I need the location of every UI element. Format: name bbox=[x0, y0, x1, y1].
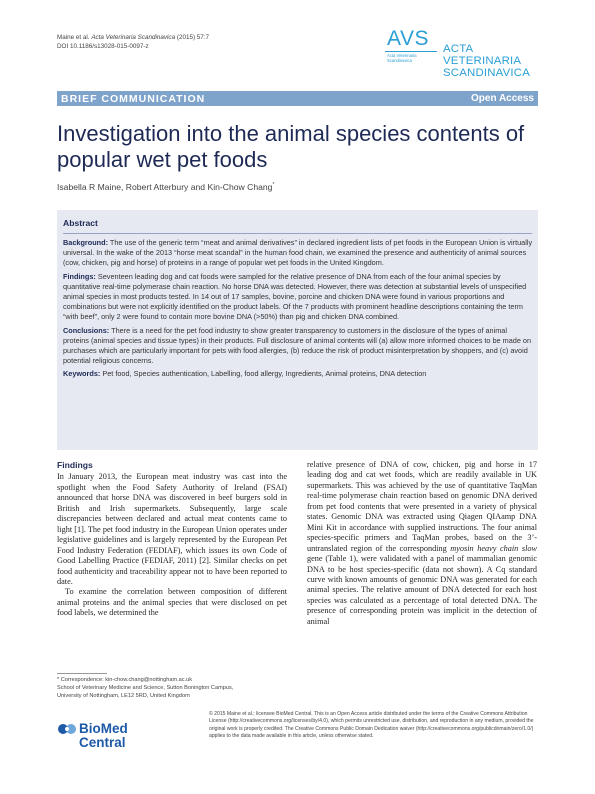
keywords-label: Keywords: bbox=[63, 369, 101, 379]
journal-name bbox=[443, 43, 545, 79]
abstract-body bbox=[63, 238, 533, 383]
correspondence-footnote bbox=[57, 676, 287, 700]
keywords-text: Pet food, Species authentication, Labelling, food allergy, Ingredients, Animal proteins, DNA detection bbox=[102, 369, 427, 379]
abstract-divider bbox=[63, 233, 532, 234]
affiliation-line-1: School of Veterinary Medicine and Science, Sutton Bonington Campus, bbox=[57, 685, 234, 691]
doi[interactable]: DOI 10.1186/s13028-015-0097-z bbox=[57, 43, 149, 50]
abstract-background bbox=[63, 238, 533, 269]
biomed-central-icon bbox=[57, 720, 77, 738]
journal-logo bbox=[385, 27, 545, 79]
avs-divider bbox=[385, 51, 437, 52]
publisher-name: BioMed Central bbox=[79, 721, 128, 750]
abstract-box bbox=[57, 210, 538, 450]
citation-journal: Acta Veterinaria Scandinavica bbox=[91, 34, 176, 41]
abstract-findings bbox=[63, 272, 533, 323]
body-paragraph bbox=[307, 460, 537, 627]
gene-name: myosin heavy chain slow bbox=[450, 543, 537, 553]
avs-small-text bbox=[387, 53, 417, 63]
article-title bbox=[57, 121, 537, 173]
findings-text: Seventeen leading dog and cat foods were sampled for the relative presence of DNA from each of the four animal species by quantitative real-time polymerase chain reaction. No horse DNA was detected. However, there was detection at substantial levels of unspecified animal species in most products tested. In 14 out of 17 samples, bovine, porcine and chicken DNA were found in various proportions and combinations but were not explicitly identified on the product labels. Of the 7 products with prominent headline descriptions containing the term “with beef”, only 2 were found to contain more bovine DNA (>50%) than pig and chicken DNA combined. bbox=[63, 271, 527, 322]
author-list bbox=[57, 180, 274, 192]
journal-name-line-1: ACTA VETERINARIA bbox=[443, 43, 522, 67]
avs-abbr: AVS bbox=[387, 27, 429, 50]
article-type-band bbox=[57, 91, 538, 106]
publisher-logo bbox=[57, 718, 177, 750]
body-paragraph: To examine the correlation between composition of different animal proteins and the animal species that were disclosed on pet food labels, we determined the bbox=[57, 587, 287, 618]
title-line-2: popular wet pet foods bbox=[57, 147, 268, 172]
conclusions-text: There is a need for the pet food industry to show greater transparency to customers in the disclosure of the types of animal proteins (animal species and tissue types) in their products. Full disclosure of animal contents will (a) allow more informed choices to be made on purchases which are particularly important for pets with food allergies, (b) reduce the risk of product misinterpretation by shoppers, and (c) avoid potential religious concerns. bbox=[63, 325, 532, 366]
title-line-1: Investigation into the animal species contents of bbox=[57, 121, 525, 146]
abstract-keywords bbox=[63, 369, 533, 379]
findings-label: Findings: bbox=[63, 271, 96, 281]
avs-small-line-2: Scandinavica bbox=[387, 58, 412, 63]
corresponding-author-mark[interactable]: * bbox=[272, 182, 275, 188]
citation-volume: (2015) 57:7 bbox=[176, 34, 210, 41]
avs-small-line-1: Acta Veterinaria bbox=[387, 53, 417, 58]
open-access-label: Open Access bbox=[471, 93, 534, 104]
body-text: relative presence of DNA of cow, chicken, pig and horse in 17 leading dog and cat wet foods, which are readily available in UK supermarkets. This was achieved by the use of quantitative TaqMan real-time polymerase chain reaction based on genomic DNA derived from pet food contents that were presented in a variety of physical states. Genomic DNA was extracted using Qiagen QIAamp DNA Mini Kit in accordance with supplied instructions. The four animal species-specific primers and TaqMan probes, based on the 3’-untranslated region of the corresponding bbox=[307, 460, 537, 553]
body-text: gene (Table 1), were validated with a panel of mammalian genomic DNA to be host species-specific (data not shown). A Cq standard curve with known amounts of genomic DNA was generated for each animal species. The relative amount of DNA detected for each host species was calculated as a percentage of total detected DNA. The presence of corresponding protein was implicit in the detection of animal bbox=[307, 554, 537, 626]
journal-name-line-2: SCANDINAVICA bbox=[443, 67, 531, 79]
avs-logo-mark bbox=[385, 28, 440, 70]
section-heading-findings: Findings bbox=[57, 460, 93, 470]
license-text: © 2015 Maine et al.; licensee BioMed Central. This is an Open Access article distributed under the terms of the Creative Commons Attribution License (http://creativecommons.org/licenses/by/4.0), which permits unrestricted use, distribution, and reproduction in any medium, provided the original work is properly credited. The Creative Commons Public Domain Dedication waiver (http://creativecommons.org/publicdomain/zero/1.0/) applies to the data made available in this article, unless otherwise stated. bbox=[209, 711, 534, 739]
footnote-divider bbox=[57, 673, 107, 674]
body-column-left bbox=[57, 460, 287, 619]
body-paragraph: In January 2013, the European meat industry was cast into the spotlight when the Food Safety Authority of Ireland (FSAI) announced that horse DNA was discovered in beef burgers sold in British and Irish supermarkets. Subsequently, large scale discrepancies between declared and actual meat contents came to light [1]. The pet food industry in the European Union operates under legislative guidelines and is largely represented by the European Pet Food Industry Federation (FEDIAF), which issues its own Code of Good Labelling Practice (FEDIAF, 2011) [2]. Similar checks on pet food authenticity and traceability appear not to have been reported to date. bbox=[57, 472, 287, 586]
background-label: Background: bbox=[63, 238, 108, 247]
authors-text: Isabella R Maine, Robert Atterbury and Kin-Chow Chang bbox=[57, 181, 273, 192]
conclusions-label: Conclusions: bbox=[63, 325, 110, 335]
body-column-right bbox=[307, 460, 537, 627]
abstract-heading: Abstract bbox=[63, 218, 98, 228]
article-type: BRIEF COMMUNICATION bbox=[61, 93, 206, 105]
background-text: The use of the generic term “meat and animal derivatives” in declared ingredient lists of pet foods in the European Union is virtually universal. In the wake of the 2013 “horse meat scandal” in the human food chain, we examined the presence and authenticity of animal sources (cow, chicken, pig and horse) of proteins in a range of popular wet pet foods in the United Kingdom. bbox=[63, 238, 533, 268]
abstract-conclusions bbox=[63, 326, 533, 367]
correspondence-email[interactable]: * Correspondence: kin-chow.chang@nottingham.ac.uk bbox=[57, 677, 193, 683]
citation-header bbox=[57, 33, 209, 51]
affiliation-line-2: University of Nottingham, LE12 5RD, United Kingdom bbox=[57, 693, 190, 699]
citation-authors: Maine et al. bbox=[57, 34, 90, 41]
